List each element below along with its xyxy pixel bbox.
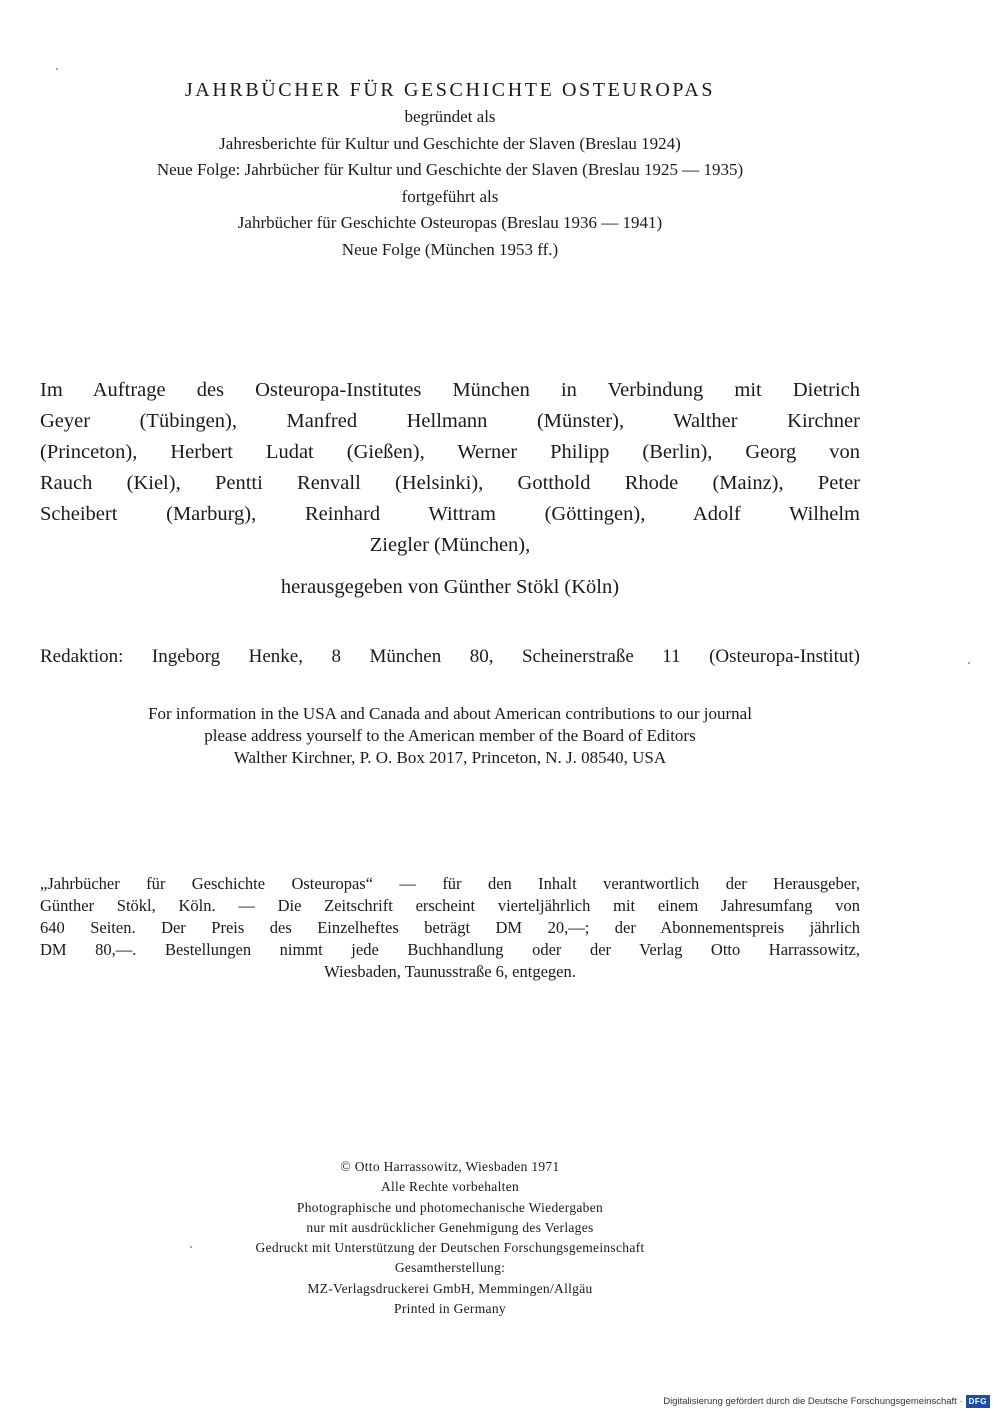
- scan-speck: [56, 68, 58, 70]
- publisher-line: herausgegeben von Günther Stökl (Köln): [280, 576, 620, 598]
- history-line: Jahrbücher für Geschichte Osteuropas (Breslau 1936 — 1941): [237, 213, 663, 232]
- editors-line: Im Auftrage des Osteuropa-Institutes München in Verbindung mit Dietrich: [40, 379, 860, 401]
- journal-title: JAHRBÜCHER FÜR GESCHICHTE OSTEUROPAS: [184, 79, 716, 101]
- editors-line: Ziegler (München),: [369, 534, 531, 556]
- copyright-block: [40, 1157, 860, 1319]
- copyright-line: Gesamtherstellung:: [394, 1260, 506, 1276]
- history-line: Neue Folge: Jahrbücher für Kultur und Geschichte der Slaven (Breslau 1925 — 1935): [156, 160, 744, 179]
- scan-speck: [968, 662, 970, 664]
- history-line: Jahresberichte für Kultur und Geschichte der Slaven (Breslau 1924): [219, 133, 681, 153]
- notice-line: „Jahrbücher für Geschichte Osteuropas“ — für den Inhalt verantwortlich der Herausgeber,: [40, 874, 860, 893]
- history-line: begründet als: [404, 107, 496, 126]
- copyright-line: Alle Rechte vorbehalten: [380, 1179, 520, 1195]
- editors-line: Rauch (Kiel), Pentti Renvall (Helsinki), Gotthold Rhode (Mainz), Peter: [40, 472, 860, 494]
- footer-text: Digitalisierung gefördert durch die Deutsche Forschungsgemeinschaft ·: [663, 1395, 963, 1407]
- redaktion-line: Redaktion: Ingeborg Henke, 8 München 80, Scheinerstraße 11 (Osteuropa-Institut): [40, 646, 860, 667]
- history-line: fortgeführt als: [401, 186, 499, 206]
- editors-line: Geyer (Tübingen), Manfred Hellmann (Münster), Walther Kirchner: [40, 410, 860, 432]
- title-block: [40, 76, 860, 263]
- copyright-line: MZ-Verlagsdruckerei GmbH, Memmingen/Allgäu: [307, 1280, 593, 1296]
- publication-notice: [40, 873, 860, 983]
- copyright-line: Photographische und photomechanische Wiedergaben: [296, 1199, 604, 1215]
- notice-line: Wiesbaden, Taunusstraße 6, entgegen.: [324, 962, 576, 981]
- copyright-line: nur mit ausdrücklicher Genehmigung des Verlages: [306, 1219, 594, 1235]
- editors-block: [40, 375, 860, 561]
- notice-line: DM 80,—. Bestellungen nimmt jede Buchhandlung oder der Verlag Otto Harrassowitz,: [40, 940, 860, 959]
- digitization-footer: [663, 1394, 990, 1408]
- notice-line: Günther Stökl, Köln. — Die Zeitschrift erscheint vierteljährlich mit einem Jahresumfang von: [40, 896, 860, 915]
- editors-line: Scheibert (Marburg), Reinhard Wittram (Göttingen), Adolf Wilhelm: [40, 503, 860, 525]
- copyright-line: © Otto Harrassowitz, Wiesbaden 1971: [340, 1159, 560, 1174]
- history-line: Neue Folge (München 1953 ff.): [341, 239, 559, 259]
- usa-info-block: [40, 703, 860, 769]
- usa-info-line: please address yourself to the American member of the Board of Editors: [204, 726, 696, 745]
- dfg-logo-icon[interactable]: DFG: [966, 1395, 990, 1408]
- copyright-line: Printed in Germany: [394, 1301, 506, 1317]
- editors-line: (Princeton), Herbert Ludat (Gießen), Werner Philipp (Berlin), Georg von: [40, 441, 860, 463]
- usa-info-line: For information in the USA and Canada and about American contributions to our journal: [148, 704, 752, 723]
- copyright-line: Gedruckt mit Unterstützung der Deutschen Forschungsgemeinschaft: [255, 1240, 645, 1256]
- notice-line: 640 Seiten. Der Preis des Einzelheftes beträgt DM 20,—; der Abonnementspreis jährlich: [40, 918, 860, 937]
- usa-info-line: Walther Kirchner, P. O. Box 2017, Princeton, N. J. 08540, USA: [233, 748, 667, 767]
